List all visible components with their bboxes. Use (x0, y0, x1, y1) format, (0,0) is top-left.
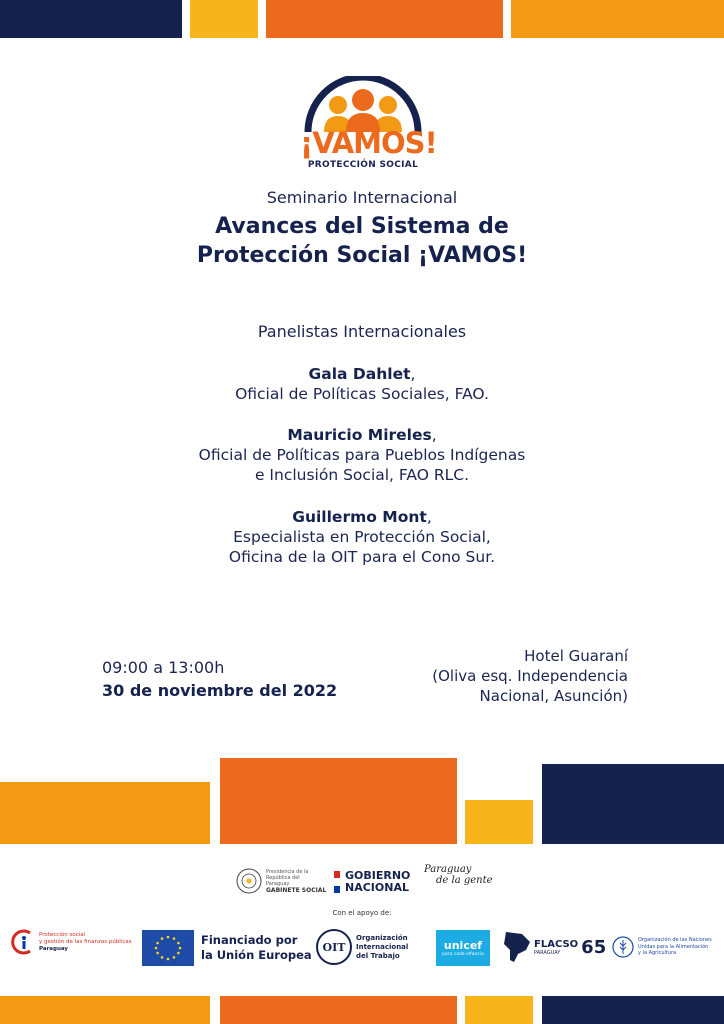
support-label: Con el apoyo de: (332, 909, 392, 917)
vamos-logo (300, 76, 437, 174)
panelist-3: Guillermo Mont, Especialista en Protección Social, Oficina de la OIT para el Cono Sur. (0, 507, 724, 567)
oit-logo (316, 929, 408, 965)
proteccion-line-3: Paraguay (39, 945, 68, 952)
ps-mark-icon (10, 929, 36, 955)
gabinete-label: GABINETE SOCIAL (266, 886, 327, 894)
gobierno-line-2: NACIONAL (345, 881, 409, 894)
bottom-block-amber (0, 996, 210, 1024)
top-block-amber (511, 0, 724, 38)
flacso-years: 65 (581, 936, 607, 958)
event-title (0, 212, 724, 270)
oit-line-3: del Trabajo (356, 951, 400, 960)
gobierno-line-1: GOBIERNO (345, 869, 411, 882)
top-block-yellow (190, 0, 258, 38)
oit-line-1: Organización (356, 933, 408, 942)
event-time: 09:00 a 13:00h (102, 658, 225, 677)
panelist-role: Oficina de la OIT para el Cono Sur. (228, 548, 496, 566)
schedule (102, 658, 337, 700)
gobierno-nacional-logo (334, 870, 410, 894)
panelist-2: Mauricio Mireles, Oficial de Políticas para Pueblos Indígenas e Inclusión Social, FAO RLC. (0, 425, 724, 485)
fao-line-3: y la Agricultura (638, 950, 677, 957)
proteccion-line-2: y gestión de las finanzas públicas (39, 938, 132, 945)
panelist-role: Oficial de Políticas para Pueblos Indígenas (198, 446, 526, 464)
paraguay-line-2: de la gente (436, 875, 493, 886)
eu-line-1: Financiado por (201, 933, 298, 947)
unicef-sub: para cada infancia (442, 951, 484, 957)
proteccion-social-logo (10, 929, 132, 955)
fao-wheat-icon (612, 936, 634, 958)
lower-block-orange-center (220, 758, 457, 844)
unicef-logo (436, 930, 490, 966)
top-block-orange (266, 0, 503, 38)
flacso-sub: PARAGUAY (534, 949, 561, 956)
proteccion-line-1: Protección social (39, 931, 86, 938)
venue (432, 646, 628, 706)
panel-heading: Panelistas Internacionales (257, 322, 467, 341)
venue-address-2: Nacional, Asunción) (479, 687, 628, 705)
bottom-block-orange (220, 996, 457, 1024)
bottom-block-yellow (465, 996, 533, 1024)
paraguay-de-la-gente-logo (424, 864, 493, 886)
flag-icon (334, 871, 340, 893)
panelist-role: e Inclusión Social, FAO RLC. (254, 466, 470, 484)
flacso-word: FLACSO (534, 938, 579, 950)
venue-address-1: (Oliva esq. Independencia (432, 667, 628, 685)
lower-block-yellow (465, 800, 533, 844)
fao-line-2: Unidas para la Alimentación (638, 943, 709, 950)
logo-word: ¡VAMOS! (300, 126, 437, 160)
panelist-name: Mauricio Mireles (287, 426, 432, 444)
fao-logo (612, 936, 712, 958)
oit-mark-icon: OIT (316, 929, 352, 965)
union-europea-logo (142, 930, 312, 966)
seal-icon (236, 868, 262, 894)
gabinete-social-logo (236, 868, 326, 894)
continent-map-icon (500, 930, 532, 964)
title-line-1: Avances del Sistema de (215, 214, 509, 239)
panelist-1: Gala Dahlet, Oficial de Políticas Sociales, FAO. (0, 364, 724, 404)
eu-line-2: la Unión Europea (201, 948, 312, 962)
panelist-name: Gala Dahlet (308, 365, 411, 383)
eu-flag-icon (142, 930, 194, 966)
top-block-navy-left (0, 0, 182, 38)
logo-subtitle: PROTECCIÓN SOCIAL (307, 160, 419, 170)
bottom-block-navy (542, 996, 724, 1024)
gabinete-small: Presidencia de la República del Paraguay (266, 868, 309, 887)
panelist-role: Oficial de Políticas Sociales, FAO. (235, 385, 489, 403)
event-date: 30 de noviembre del 2022 (102, 681, 338, 700)
flacso-logo (500, 930, 606, 964)
unicef-word: unicef (443, 938, 483, 952)
seminar-label: Seminario Internacional (266, 188, 458, 207)
lower-block-amber-left (0, 782, 210, 844)
lower-block-navy-right (542, 764, 724, 844)
panelist-name: Guillermo Mont (292, 508, 427, 526)
paraguay-line-1: Paraguay (424, 864, 472, 875)
venue-name: Hotel Guaraní (524, 647, 628, 665)
panelist-role: Especialista en Protección Social, (233, 528, 491, 546)
fao-line-1: Organización de las Naciones (638, 937, 712, 944)
title-line-2: Protección Social ¡VAMOS! (196, 243, 528, 268)
oit-line-2: Internacional (356, 942, 409, 951)
